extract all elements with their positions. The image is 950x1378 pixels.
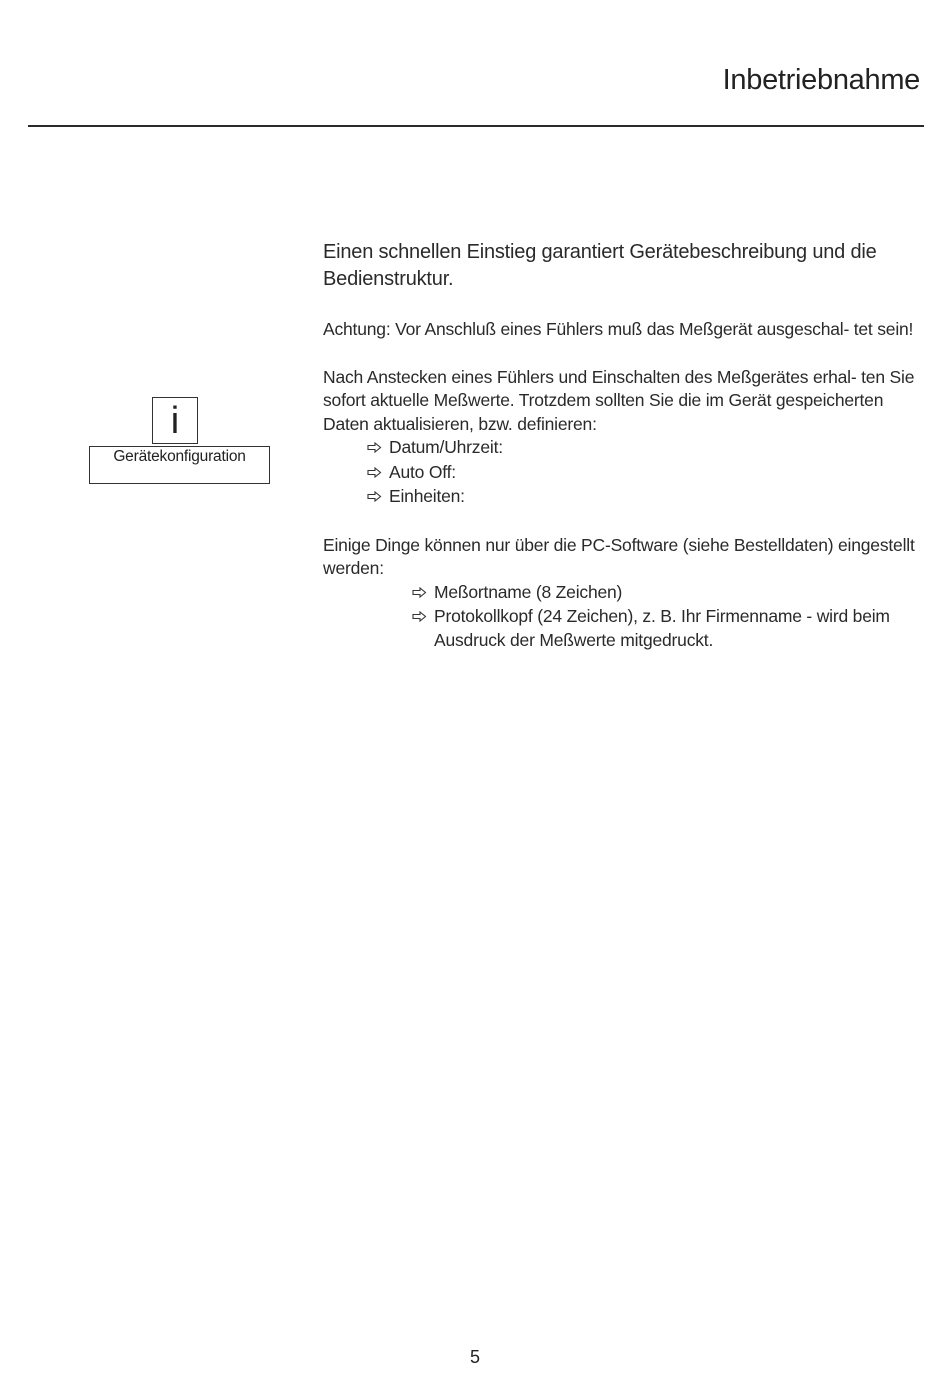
list-item [412,605,923,652]
page-header-title: Inbetriebnahme [722,64,920,96]
list-item [367,436,923,461]
intro-text: Einen schnellen Einstieg garantiert Gerätebeschreibung und die Bedienstruktur. [323,241,877,290]
list-item-text: Datum/Uhrzeit: [389,437,503,457]
list-item-text: Meßortname (8 Zeichen) [434,581,623,602]
info-icon [152,397,198,444]
main-content [323,239,923,652]
list-item-text: Auto Off: [389,461,456,482]
warning-text: Achtung: Vor Anschluß eines Fühlers muß das Meßgerät ausgeschal- tet sein! [323,319,914,339]
paragraph-probe-setup: Nach Anstecken eines Fühlers und Einschalten des Meßgerätes erhal- ten Sie sofort aktuelle Meßwerte. Trotzdem sollten Sie die im Gerät gespeicherten Daten aktualisieren, bzw. definieren: [323,366,915,434]
arrow-right-icon [367,486,389,510]
arrow-right-icon [412,582,434,606]
page-number: 5 [469,1347,480,1367]
list-item-text: Einheiten: [389,486,465,506]
list-item-text: Protokollkopf (24 Zeichen), z. B. Ihr Firmenname - wird beim Ausdruck der Meßwerte mitgedruckt. [434,606,890,650]
pc-settings-list [323,581,923,653]
list-item [367,461,923,486]
arrow-right-icon [412,606,434,630]
list-item [367,485,923,510]
sidebar-label: Gerätekonfiguration [113,448,246,465]
paragraph-pc-software: Einige Dinge können nur über die PC-Software (siehe Bestelldaten) eingestellt werden: [323,534,915,578]
arrow-right-icon [367,437,389,461]
sidebar-label-box [89,446,270,484]
header-divider [28,125,924,127]
arrow-right-icon [367,462,389,486]
list-item [412,581,923,606]
info-icon-glyph: i [170,399,180,442]
settings-list [323,436,923,510]
